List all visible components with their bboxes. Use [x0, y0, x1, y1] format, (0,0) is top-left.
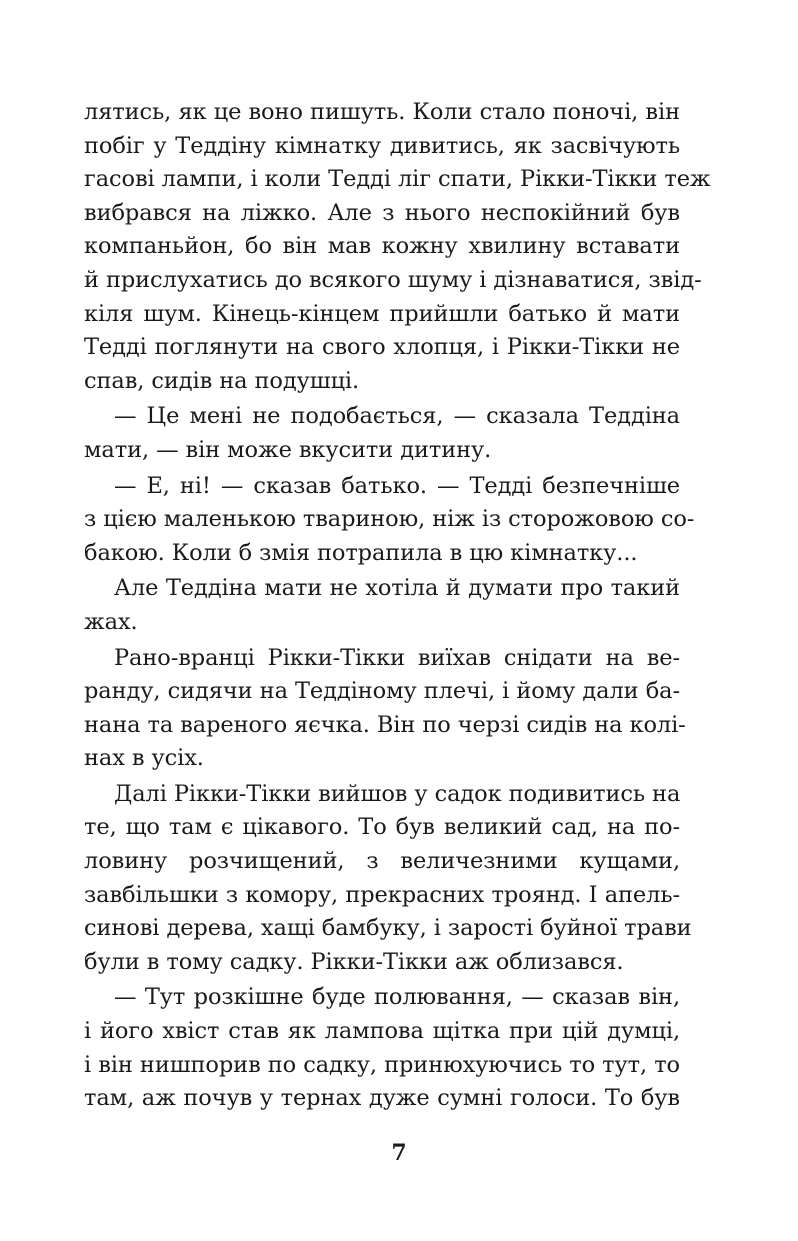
- text-line: спав, сидів на подушці.: [84, 367, 360, 394]
- text-line: те, що там є цікавого. То був великий сад, на по-: [84, 814, 680, 841]
- page-text: [84, 96, 711, 1116]
- text-line: там, аж почув у тернах дуже сумні голоси. То був: [84, 1085, 680, 1112]
- page-number: 7: [391, 1140, 407, 1166]
- text-line: з цією маленькою твариною, ніж із сторожовою со-: [84, 506, 695, 533]
- text-line: і його хвіст став як лампова щітка при цій думці,: [84, 1018, 680, 1045]
- text-line: бакою. Коли б змія потрапила в цю кімнатку...: [84, 539, 638, 566]
- text-line: мати, — він може вкусити дитину.: [84, 436, 492, 463]
- text-line: й прислухатись до всякого шуму і дізнаватися, звід-: [84, 266, 702, 293]
- text-line: завбільшки з комору, прекрасних троянд. І апель-: [84, 881, 680, 908]
- text-line: лятись, як це воно пишуть. Коли стало поночі, він: [84, 99, 680, 125]
- text-line: кіля шум. Кінець-кінцем прийшли батько й мати: [84, 300, 680, 327]
- text-line: Тедді поглянути на свого хлопця, і Рікки-Тікки не: [84, 334, 680, 361]
- text-line: жах.: [84, 608, 138, 635]
- text-line: гасові лампи, і коли Тедді ліг спати, Рікки-Тікки теж: [84, 166, 711, 193]
- text-line: ловину розчищений, з величезними кущами,: [84, 848, 680, 875]
- text-line: побіг у Теддіну кімнатку дивитись, як засвічують: [84, 132, 680, 159]
- text-line: синові дерева, хащі бамбуку, і зарості буйної трави: [84, 915, 692, 942]
- text-line: Далі Рікки-Тікки вийшов у садок подивитись на: [114, 780, 681, 807]
- text-line: Але Теддіна мати не хотіла й думати про такий: [114, 575, 680, 602]
- text-line: компаньйон, бо він мав кожну хвилину вставати: [84, 233, 680, 260]
- text-line: — Е, ні! — сказав батько. — Тедді безпечніше: [114, 472, 680, 499]
- text-line: були в тому садку. Рікки-Тікки аж облизався.: [84, 948, 624, 975]
- text-line: — Тут розкішне буде полювання, — сказав він,: [114, 984, 680, 1011]
- text-line: ранду, сидячи на Теддіному плечі, і йому дали ба-: [84, 678, 680, 705]
- text-line: нана та вареного яєчка. Він по черзі сидів на колі-: [84, 711, 686, 738]
- text-line: Рано-вранці Рікки-Тікки виїхав снідати на ве-: [114, 644, 680, 671]
- text-line: вибрався на ліжко. Але з нього неспокійний був: [84, 199, 680, 226]
- text-line: нах в усіх.: [84, 745, 204, 772]
- text-line: і він нишпорив по садку, принюхуючись то тут, то: [84, 1051, 680, 1078]
- text-line: — Це мені не подобається, — сказала Теддіна: [114, 403, 680, 430]
